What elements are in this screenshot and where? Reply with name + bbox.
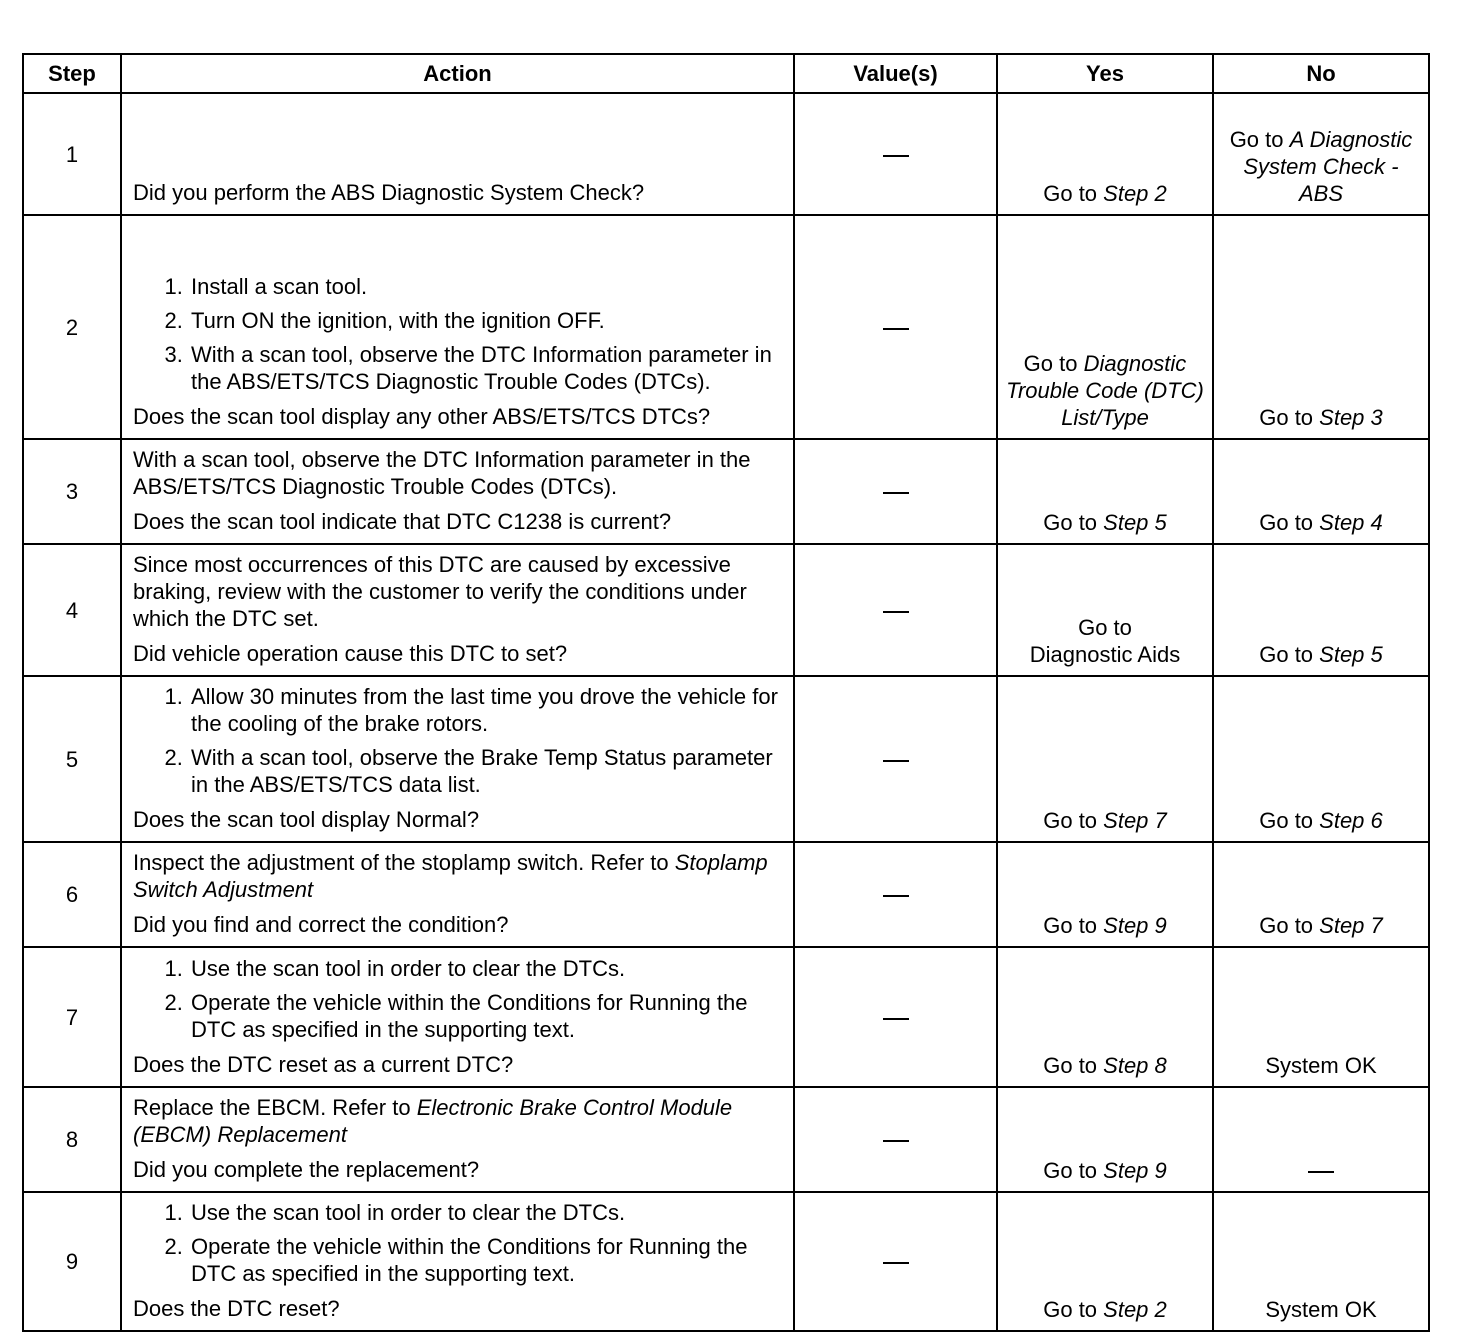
yes-cell [997,544,1213,676]
value-cell [794,842,997,947]
action-cell [121,842,794,947]
yes-cell [997,842,1213,947]
action-step-item: 1. Use the scan tool in order to clear the DTCs. [189,1199,783,1226]
no-prefix: Go to [1259,913,1320,938]
action-step-item: 1. Allow 30 minutes from the last time you drove the vehicle for the cooling of the brake rotors. [189,683,783,737]
value-dash [883,1018,909,1020]
value-dash [883,155,909,157]
reference-link-text: Stoplamp Switch Adjustment [133,850,768,902]
no-cell [1213,93,1429,215]
no-cell [1213,676,1429,842]
action-step-item: 1. Install a scan tool. [189,273,783,300]
no-prefix: System OK [1265,1053,1377,1078]
no-target-link: A Diagnostic System Check - ABS [1243,127,1413,206]
step-cell [23,676,121,842]
yes-target-link: Step 5 [1103,510,1167,535]
action-question: Does the DTC reset? [133,1296,340,1321]
value-dash [883,1262,909,1264]
value-cell [794,544,997,676]
step-number: 9 [65,1249,79,1274]
action-cell [121,544,794,676]
table-row [23,1087,1429,1192]
header-no: No [1213,54,1429,93]
no-prefix [1308,1171,1334,1173]
value-dash [883,328,909,330]
header-action: Action [121,54,794,93]
action-question: Does the DTC reset as a current DTC? [133,1052,514,1077]
action-question: Does the scan tool display any other ABS/ETS/TCS DTCs? [133,404,711,429]
yes-prefix: Go to [1043,808,1104,833]
table-row [23,842,1429,947]
action-paragraph [133,446,783,500]
value-cell [794,93,997,215]
value-dash [883,895,909,897]
yes-cell [997,1087,1213,1192]
value-cell [794,1192,997,1331]
yes-target-link: Step 9 [1103,913,1167,938]
no-prefix: Go to [1259,510,1320,535]
action-cell [121,1192,794,1331]
header-row [23,54,1429,93]
action-text: Replace the EBCM. Refer to [133,1095,417,1120]
value-dash [883,760,909,762]
yes-prefix: Go to [1023,351,1084,376]
value-dash [883,1140,909,1142]
table-row [23,93,1429,215]
header-yes: Yes [997,54,1213,93]
step-number: 2 [65,314,79,340]
action-cell [121,215,794,439]
action-paragraph [133,551,783,632]
yes-prefix: Go to [1043,1297,1104,1322]
action-step-item: 2. Turn ON the ignition, with the ignition OFF. [189,307,783,334]
action-text: With a scan tool, observe the DTC Information parameter in the ABS/ETS/TCS Diagnostic Trouble Codes (DTCs). [133,447,751,499]
action-question: Did you find and correct the condition? [133,912,509,937]
action-cell [121,439,794,544]
no-prefix: Go to [1259,642,1320,667]
value-dash [883,611,909,613]
action-steps-list [133,273,783,395]
step-number: 3 [65,479,79,504]
step-cell [23,215,121,439]
action-text: Did you perform the ABS Diagnostic System Check? [133,180,645,205]
no-cell [1213,544,1429,676]
action-cell [121,947,794,1087]
no-cell [1213,1087,1429,1192]
yes-target-link: Step 8 [1103,1053,1167,1078]
yes-cell [997,947,1213,1087]
action-step-item: 2. Operate the vehicle within the Conditions for Running the DTC as specified in the supporting text. [189,989,783,1043]
yes-cell [997,215,1213,439]
no-prefix: System OK [1265,1297,1377,1322]
table-row [23,544,1429,676]
yes-target-link: Diagnostic Trouble Code (DTC) List/Type [1006,351,1204,430]
value-cell [794,676,997,842]
step-cell [23,544,121,676]
value-cell [794,215,997,439]
action-cell [121,93,794,215]
action-paragraph [133,179,783,206]
yes-cell [997,1192,1213,1331]
yes-prefix: Go to [1043,1158,1104,1183]
yes-cell [997,676,1213,842]
no-target-link: Step 5 [1319,642,1383,667]
action-text: Since most occurrences of this DTC are caused by excessive braking, review with the customer to verify the conditions under which the DTC set. [133,552,747,631]
no-target-link: Step 4 [1319,510,1383,535]
step-cell [23,93,121,215]
yes-prefix: Go to [1043,510,1104,535]
yes-target-link: Step 2 [1103,1297,1167,1322]
no-cell [1213,947,1429,1087]
no-prefix: Go to [1229,127,1290,152]
step-number: 6 [65,882,79,907]
yes-prefix: Go to Diagnostic Aids [1029,615,1181,667]
step-cell [23,1192,121,1331]
value-cell [794,1087,997,1192]
action-step-item: 2. With a scan tool, observe the Brake Temp Status parameter in the ABS/ETS/TCS data list. [189,744,783,798]
step-cell [23,1087,121,1192]
yes-prefix: Go to [1043,1053,1104,1078]
step-cell [23,439,121,544]
action-step-item: 1. Use the scan tool in order to clear the DTCs. [189,955,783,982]
no-target-link: Step 7 [1319,913,1383,938]
yes-cell [997,439,1213,544]
yes-target-link: Step 9 [1103,1158,1167,1183]
yes-target-link: Step 2 [1103,181,1167,206]
diagnostic-table [22,53,1430,1332]
action-step-item: 3. With a scan tool, observe the DTC Information parameter in the ABS/ETS/TCS Diagnostic Trouble Codes (DTCs). [189,341,783,395]
value-cell [794,439,997,544]
step-number: 8 [65,1127,79,1152]
table-body [23,93,1429,1331]
no-cell [1213,842,1429,947]
header-step: Step [23,54,121,93]
step-number: 7 [65,1004,79,1030]
value-cell [794,947,997,1087]
no-cell [1213,439,1429,544]
no-target-link: Step 3 [1319,405,1383,430]
no-cell [1213,1192,1429,1331]
action-text: Inspect the adjustment of the stoplamp switch. Refer to [133,850,675,875]
action-steps-list [133,1199,783,1287]
yes-prefix: Go to [1043,913,1104,938]
yes-prefix: Go to [1043,181,1104,206]
no-prefix: Go to [1259,405,1320,430]
action-steps-list [133,955,783,1043]
table-row [23,215,1429,439]
action-steps-list [133,683,783,798]
header-values: Value(s) [794,54,997,93]
action-question: Did vehicle operation cause this DTC to set? [133,641,568,666]
step-cell [23,947,121,1087]
table-row [23,1192,1429,1331]
step-number: 1 [65,141,79,167]
step-cell [23,842,121,947]
action-cell [121,1087,794,1192]
table-row [23,947,1429,1087]
action-question: Did you complete the replacement? [133,1157,480,1182]
step-number: 5 [65,746,79,772]
yes-cell [997,93,1213,215]
no-target-link: Step 6 [1319,808,1383,833]
action-paragraph [133,1094,783,1148]
action-cell [121,676,794,842]
step-number: 4 [65,597,79,623]
yes-target-link: Step 7 [1103,808,1167,833]
no-prefix: Go to [1259,808,1320,833]
action-paragraph [133,849,783,903]
reference-link-text: Electronic Brake Control Module (EBCM) Replacement [133,1095,733,1147]
no-cell [1213,215,1429,439]
table-row [23,439,1429,544]
value-dash [883,492,909,494]
action-step-item: 2. Operate the vehicle within the Conditions for Running the DTC as specified in the supporting text. [189,1233,783,1287]
table-row [23,676,1429,842]
action-question: Does the scan tool display Normal? [133,807,480,832]
action-question: Does the scan tool indicate that DTC C1238 is current? [133,509,672,534]
